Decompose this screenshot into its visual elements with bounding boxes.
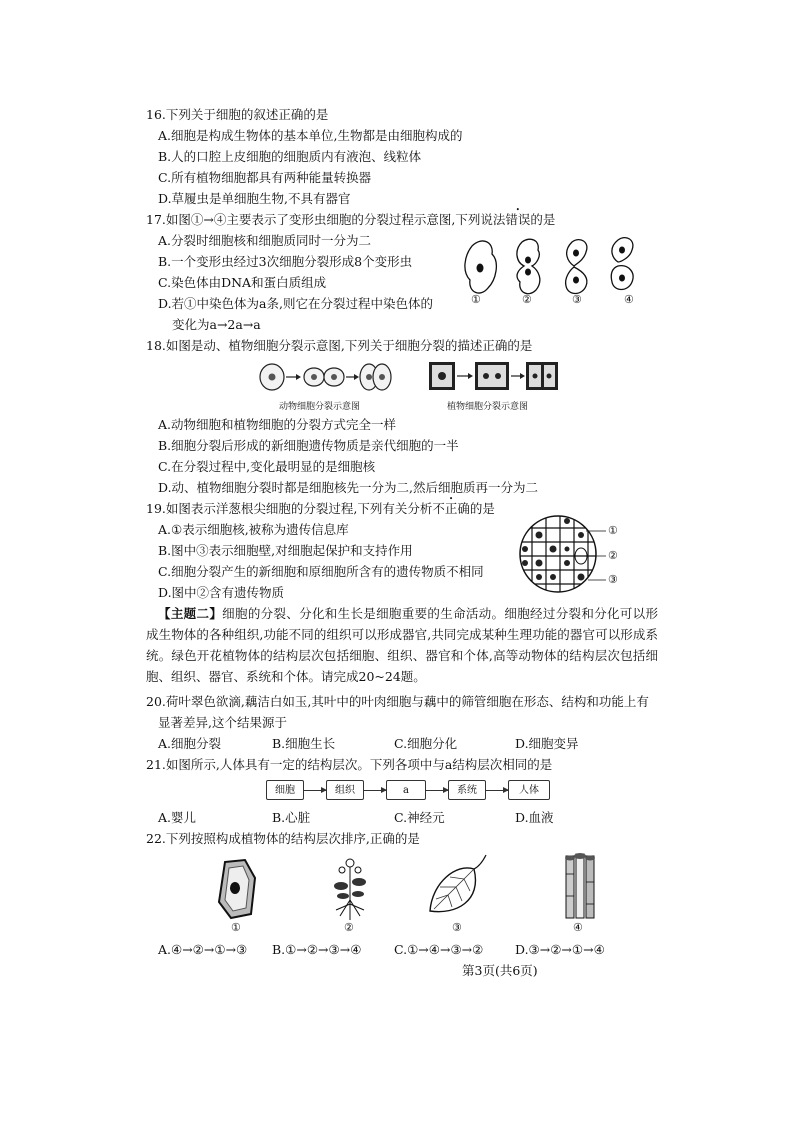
figure-label-3: ③ [452,921,462,934]
q21-option-b: B.心脏 [272,810,311,825]
q17-option-d-cont: 变化为a→2a→a [172,317,261,332]
q17-option-d: D.若①中染色体为a条,则它在分裂过程中染色体的 [158,296,433,311]
figure-label-3: ③ [572,293,582,306]
leaf-icon [426,853,492,919]
q17-option-b: B.一个变形虫经过3次细胞分裂形成8个变形虫 [158,254,413,269]
flow-arrow [304,790,326,791]
onion-root-tip-figure [518,514,598,594]
q19-option-b: B.图中③表示细胞壁,对细胞起保护和支持作用 [158,543,413,558]
figure-label-4: ④ [624,293,634,306]
figure-label-1: ① [231,921,241,934]
flow-box-cell: 细胞 [266,780,304,800]
q19-option-c: C.细胞分裂产生的新细胞和原细胞所含有的遗传物质不相同 [158,564,484,579]
animal-caption: 动物细胞分裂示意图 [279,402,361,412]
plant-cell-division-figure [428,360,558,392]
flow-box-body: 人体 [508,780,550,800]
q19-stem: 19.如图表示洋葱根尖细胞的分裂过程,下列有关分析不正确的是 [146,501,495,516]
page-footer: 第3页(共6页) [462,963,538,978]
q19-option-d: D.图中②含有遗传物质 [158,585,285,600]
q20-stem: 20.荷叶翠色欲滴,藕洁白如玉,其叶中的叶肉细胞与藕中的筛管细胞在形态、结构和功能上有 [146,694,649,709]
plant-cell-icon [215,858,259,920]
q18-option-a: A.动物细胞和植物细胞的分裂方式完全一样 [158,417,397,432]
amoeba-division-figure [460,232,660,302]
topic2-label: 【主题二】 [158,606,223,621]
q21-option-a: A.婴儿 [158,810,197,825]
figure-label-1: ① [608,524,618,537]
q19-option-a: A.①表示细胞核,被称为遗传信息库 [158,522,349,537]
flow-box-system: 系统 [448,780,486,800]
q18-option-b: B.细胞分裂后形成的新细胞遗传物质是亲代细胞的一半 [158,438,459,453]
emphasis-mark: 错误 [505,212,531,227]
q17-option-c: C.染色体由DNA和蛋白质组成 [158,275,327,290]
q16-option-b: B.人的口腔上皮细胞的细胞质内有液泡、线粒体 [158,149,422,164]
q18-stem: 18.如图是动、植物细胞分裂示意图,下列关于细胞分裂的描述正确的是 [146,338,533,353]
q21-option-d: D.血液 [515,810,554,825]
figure-label-2: ② [522,293,532,306]
q20-option-d: D.细胞变异 [515,736,579,751]
q17-stem: 17.如图①→④主要表示了变形虫细胞的分裂过程示意图,下列说法错误的是 [146,212,556,227]
q16-option-d: D.草履虫是单细胞生物,不具有器官 [158,191,351,206]
plant-individual-icon [330,856,370,922]
q22-option-c: C.①→④→③→② [394,942,484,957]
flow-box-tissue: 组织 [326,780,364,800]
q21-option-c: C.神经元 [394,810,445,825]
q22-option-d: D.③→②→①→④ [515,942,605,957]
figure-label-2: ② [608,549,618,562]
flow-arrow [426,790,448,791]
q16-stem: 16.下列关于细胞的叙述正确的是 [146,107,329,122]
q20-option-b: B.细胞生长 [272,736,336,751]
q18-option-c: C.在分裂过程中,变化最明显的是细胞核 [158,459,376,474]
flow-box-a: a [386,780,426,800]
q22-option-a: A.④→②→①→③ [158,942,248,957]
figure-label-2: ② [344,921,354,934]
q20-option-a: A.细胞分裂 [158,736,222,751]
plant-tissue-icon [560,852,600,922]
plant-caption: 植物细胞分裂示意图 [447,402,529,412]
figure-label-4: ④ [573,921,583,934]
figure-label-1: ① [471,293,481,306]
topic2-paragraph [146,603,658,687]
figure-label-3: ③ [608,573,618,586]
q21-stem: 21.如图所示,人体具有一定的结构层次。下列各项中与a结构层次相同的是 [146,757,553,772]
q22-option-b: B.①→②→③→④ [272,942,362,957]
q20-stem-cont: 显著差异,这个结果源于 [158,715,287,730]
animal-cell-division-figure [258,362,388,392]
q17-option-a: A.分裂时细胞核和细胞质同时一分为二 [158,233,372,248]
q20-option-c: C.细胞分化 [394,736,458,751]
q16-option-a: A.细胞是构成生物体的基本单位,生物都是由细胞构成的 [158,128,463,143]
emphasis-mark: 不正确 [432,501,470,516]
flow-arrow [364,790,386,791]
topic2-text: 细胞的分裂、分化和生长是细胞重要的生命活动。细胞经过分裂和分化可以形成生物体的各种组织,功能不同的组织可以形成器官,共同完成某种生理功能的器官可以形成系统。绿色开花植物体的结构层次包括细胞、组织、器官和个体,高等动物体的结构层次包括细胞、组织、器官、系统和个体。请完成20~24题。 [146,606,658,684]
q22-stem: 22.下列按照构成植物体的结构层次排序,正确的是 [146,831,420,846]
q16-option-c: C.所有植物细胞都具有两种能量转换器 [158,170,372,185]
q18-option-d: D.动、植物细胞分裂时都是细胞核先一分为二,然后细胞质再一分为二 [158,480,539,495]
flow-arrow [486,790,508,791]
